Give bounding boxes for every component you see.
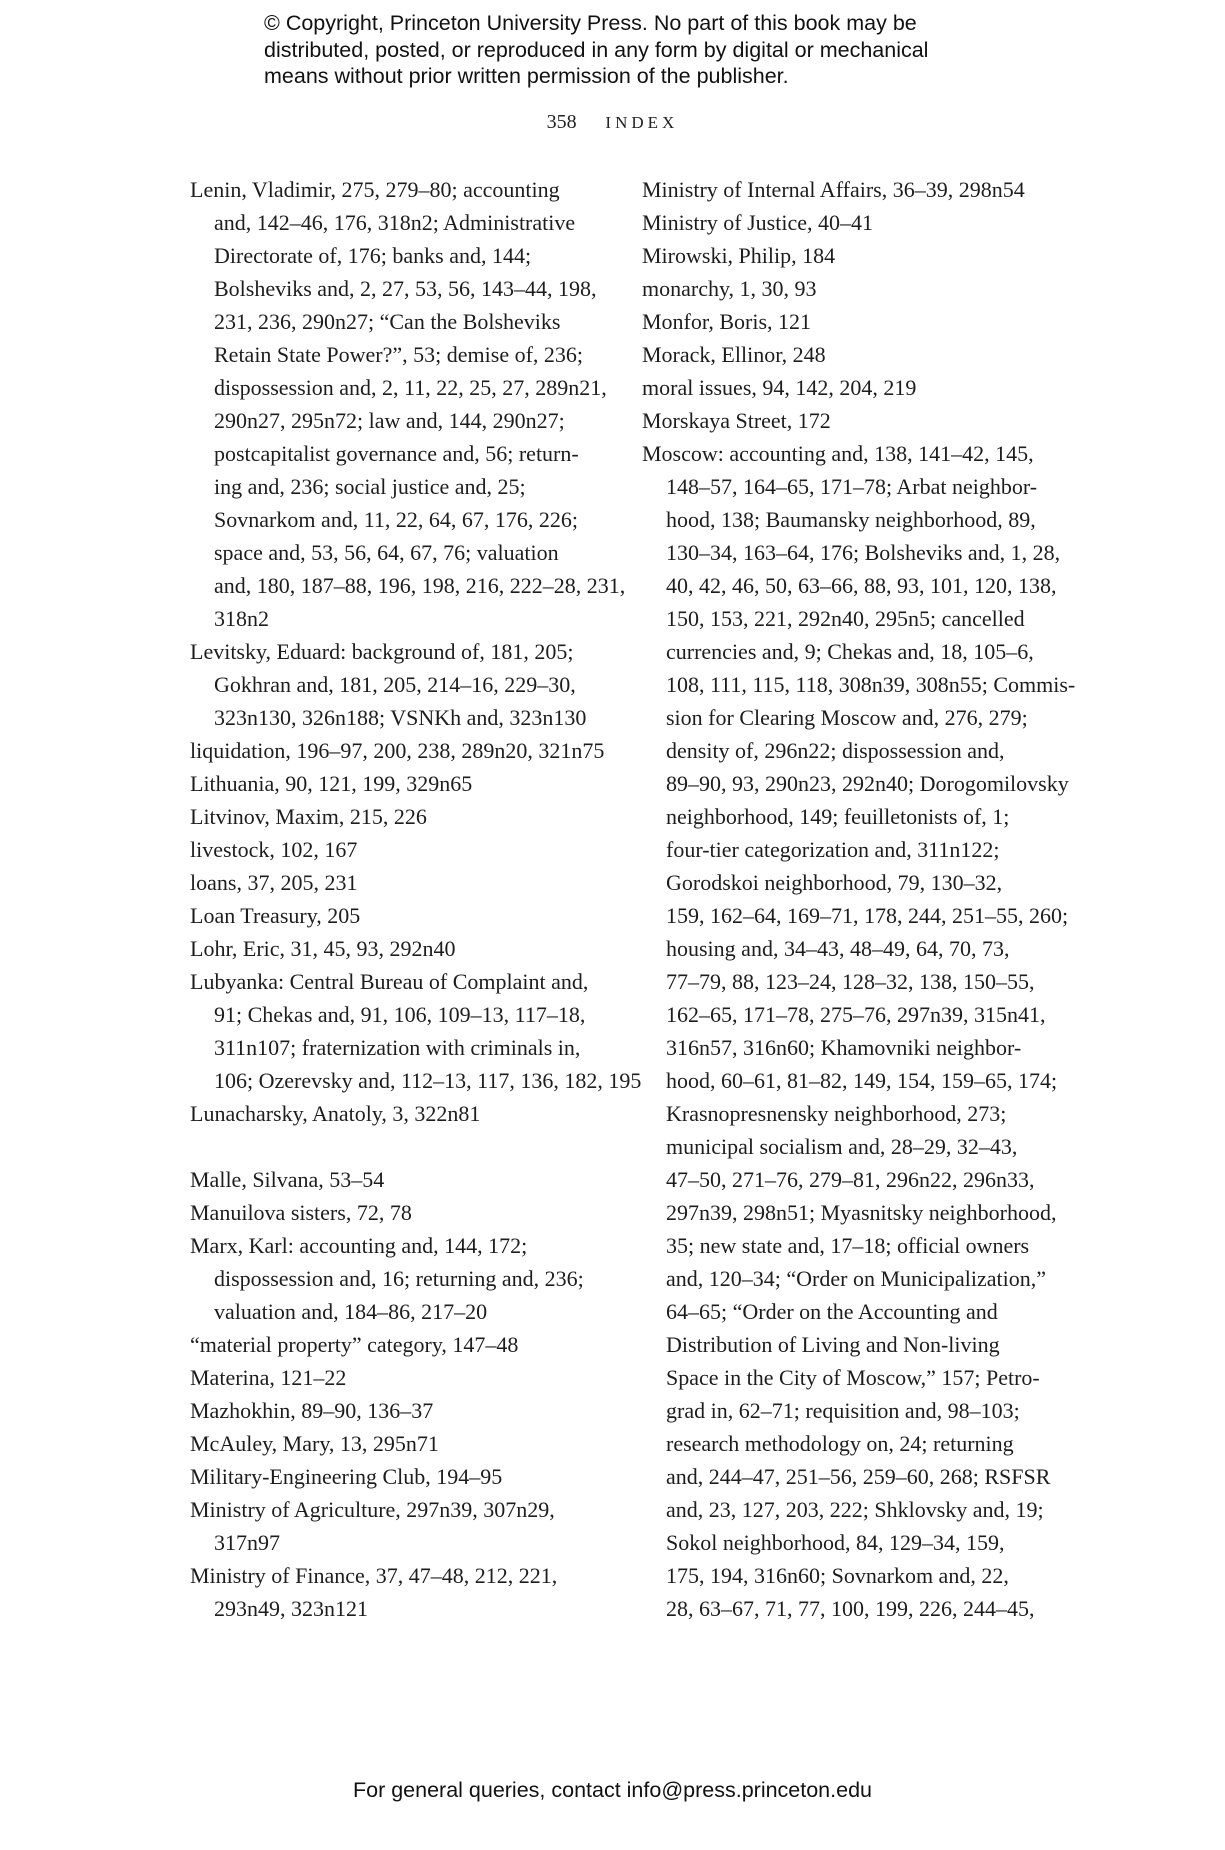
index-entry: Malle, Silvana, 53–54 <box>190 1167 385 1192</box>
index-entry-continuation: 316n57, 316n60; Khamovniki neighbor- <box>666 1035 1022 1060</box>
index-entry: Levitsky, Eduard: background of, 181, 205; <box>190 639 574 664</box>
index-column-left <box>190 173 642 1625</box>
index-entry-continuation: 162–65, 171–78, 275–76, 297n39, 315n41, <box>666 1002 1046 1027</box>
index-entry-continuation: Space in the City of Moscow,” 157; Petro- <box>666 1365 1040 1390</box>
index-entry-continuation: 77–79, 88, 123–24, 128–32, 138, 150–55, <box>666 969 1035 994</box>
index-entry: Ministry of Finance, 37, 47–48, 212, 221, <box>190 1563 558 1588</box>
index-entry: McAuley, Mary, 13, 295n71 <box>190 1431 439 1456</box>
index-entry-continuation: 293n49, 323n121 <box>214 1596 368 1621</box>
index-entry-continuation: valuation and, 184–86, 217–20 <box>214 1299 488 1324</box>
index-entry: Ministry of Agriculture, 297n39, 307n29, <box>190 1497 555 1522</box>
index-entry-continuation: 35; new state and, 17–18; official owners <box>666 1233 1030 1258</box>
index-entry: Loan Treasury, 205 <box>190 903 361 928</box>
index-entry-continuation: 64–65; “Order on the Accounting and <box>666 1299 998 1324</box>
index-entry: monarchy, 1, 30, 93 <box>642 276 817 301</box>
index-entry-continuation: density of, 296n22; dispossession and, <box>666 738 1005 763</box>
index-entry-continuation: currencies and, 9; Chekas and, 18, 105–6, <box>666 639 1034 664</box>
index-entry-continuation: Distribution of Living and Non-living <box>666 1332 1000 1357</box>
index-entry: Mazhokhin, 89–90, 136–37 <box>190 1398 434 1423</box>
copyright-line: means without prior written permission of the publisher. <box>264 64 789 88</box>
index-entry: loans, 37, 205, 231 <box>190 870 358 895</box>
index-entry-continuation: and, 120–34; “Order on Municipalization,” <box>666 1266 1047 1291</box>
index-entry-continuation: 40, 42, 46, 50, 63–66, 88, 93, 101, 120, 138, <box>666 573 1057 598</box>
index-entry-continuation: sion for Clearing Moscow and, 276, 279; <box>666 705 1028 730</box>
copyright-notice <box>264 10 1024 90</box>
index-entry-continuation: 175, 194, 316n60; Sovnarkom and, 22, <box>666 1563 1009 1588</box>
index-entry: liquidation, 196–97, 200, 238, 289n20, 321n75 <box>190 738 605 763</box>
index-entry-continuation: ing and, 236; social justice and, 25; <box>214 474 526 499</box>
index-entry: Lubyanka: Central Bureau of Complaint and, <box>190 969 589 994</box>
index-entry-continuation: Retain State Power?”, 53; demise of, 236; <box>214 342 584 367</box>
index-entry: Moscow: accounting and, 138, 141–42, 145, <box>642 441 1034 466</box>
index-column-right <box>642 173 1076 1625</box>
index-entry: livestock, 102, 167 <box>190 837 358 862</box>
index-entry-continuation: Krasnopresnensky neighborhood, 273; <box>666 1101 1007 1126</box>
index-entry: Materina, 121–22 <box>190 1365 347 1390</box>
index-entry-continuation: 108, 111, 115, 118, 308n39, 308n55; Commis- <box>666 672 1076 697</box>
index-entry: Monfor, Boris, 121 <box>642 309 812 334</box>
index-entry-continuation: municipal socialism and, 28–29, 32–43, <box>666 1134 1018 1159</box>
index-entry: Lithuania, 90, 121, 199, 329n65 <box>190 771 473 796</box>
index-entry: Morskaya Street, 172 <box>642 408 831 433</box>
index-entry-continuation: and, 180, 187–88, 196, 198, 216, 222–28, 231, <box>214 573 626 598</box>
index-entry-continuation: housing and, 34–43, 48–49, 64, 70, 73, <box>666 936 1010 961</box>
index-letter-gap <box>190 1130 610 1163</box>
index-entry-continuation: and, 142–46, 176, 318n2; Administrative <box>214 210 576 235</box>
index-entry: “material property” category, 147–48 <box>190 1332 519 1357</box>
index-entry-continuation: 89–90, 93, 290n23, 292n40; Dorogomilovsky <box>666 771 1069 796</box>
index-entry-continuation: Sovnarkom and, 11, 22, 64, 67, 176, 226; <box>214 507 578 532</box>
index-entry-continuation: 91; Chekas and, 91, 106, 109–13, 117–18, <box>214 1002 586 1027</box>
index-entry: Ministry of Justice, 40–41 <box>642 210 873 235</box>
index-entry: Manuilova sisters, 72, 78 <box>190 1200 412 1225</box>
index-entry: Marx, Karl: accounting and, 144, 172; <box>190 1233 528 1258</box>
index-entry: Litvinov, Maxim, 215, 226 <box>190 804 427 829</box>
index-entry-continuation: 47–50, 271–76, 279–81, 296n22, 296n33, <box>666 1167 1035 1192</box>
index-entry-continuation: 323n130, 326n188; VSNKh and, 323n130 <box>214 705 587 730</box>
index-entry-continuation: research methodology on, 24; returning <box>666 1431 1014 1456</box>
index-entry-continuation: Bolsheviks and, 2, 27, 53, 56, 143–44, 198, <box>214 276 597 301</box>
running-head <box>0 111 1225 134</box>
index-entry-continuation: Directorate of, 176; banks and, 144; <box>214 243 532 268</box>
index-entry-continuation: and, 244–47, 251–56, 259–60, 268; RSFSR <box>666 1464 1051 1489</box>
index-entry-continuation: space and, 53, 56, 64, 67, 76; valuation <box>214 540 559 565</box>
index-entry: Morack, Ellinor, 248 <box>642 342 826 367</box>
index-entry-continuation: 28, 63–67, 71, 77, 100, 199, 226, 244–45, <box>666 1596 1035 1621</box>
index-entry: Lunacharsky, Anatoly, 3, 322n81 <box>190 1101 481 1126</box>
index-entry: Military-Engineering Club, 194–95 <box>190 1464 503 1489</box>
index-entry-continuation: 130–34, 163–64, 176; Bolsheviks and, 1, 28, <box>666 540 1061 565</box>
index-entry-continuation: 318n2 <box>214 606 269 631</box>
index-entry-continuation: Gorodskoi neighborhood, 79, 130–32, <box>666 870 1003 895</box>
index-entry-continuation: Sokol neighborhood, 84, 129–34, 159, <box>666 1530 1005 1555</box>
copyright-line: distributed, posted, or reproduced in any form by digital or mechanical <box>264 37 929 62</box>
section-title: INDEX <box>605 113 679 132</box>
index-entry-continuation: dispossession and, 2, 11, 22, 25, 27, 289n21, <box>214 375 607 400</box>
index-entry-continuation: grad in, 62–71; requisition and, 98–103; <box>666 1398 1020 1423</box>
index-entry-continuation: 150, 153, 221, 292n40, 295n5; cancelled <box>666 606 1025 631</box>
index-entry: Ministry of Internal Affairs, 36–39, 298n54 <box>642 177 1025 202</box>
index-entry: Lenin, Vladimir, 275, 279–80; accounting <box>190 177 560 202</box>
index-entry: Lohr, Eric, 31, 45, 93, 292n40 <box>190 936 456 961</box>
index-entry-continuation: 231, 236, 290n27; “Can the Bolsheviks <box>214 309 561 334</box>
index-entry-continuation: 297n39, 298n51; Myasnitsky neighborhood, <box>666 1200 1057 1225</box>
index-entry: moral issues, 94, 142, 204, 219 <box>642 375 917 400</box>
index-entry-continuation: Gokhran and, 181, 205, 214–16, 229–30, <box>214 672 576 697</box>
page-number: 358 <box>546 111 577 133</box>
index-entry-continuation: four-tier categorization and, 311n122; <box>666 837 1000 862</box>
index-entry-continuation: hood, 60–61, 81–82, 149, 154, 159–65, 174; <box>666 1068 1058 1093</box>
index-entry-continuation: 148–57, 164–65, 171–78; Arbat neighbor- <box>666 474 1038 499</box>
footer-contact: For general queries, contact info@press.princeton.edu <box>352 1778 872 1802</box>
index-entry-continuation: 317n97 <box>214 1530 280 1555</box>
index-entry-continuation: dispossession and, 16; returning and, 236; <box>214 1266 584 1291</box>
index-entry-continuation: hood, 138; Baumansky neighborhood, 89, <box>666 507 1036 532</box>
index-entry-continuation: and, 23, 127, 203, 222; Shklovsky and, 19; <box>666 1497 1044 1522</box>
index-entry-continuation: 106; Ozerevsky and, 112–13, 117, 136, 182, 195 <box>214 1068 642 1093</box>
index-entry: Mirowski, Philip, 184 <box>642 243 836 268</box>
index-entry-continuation: 159, 162–64, 169–71, 178, 244, 251–55, 260; <box>666 903 1069 928</box>
copyright-line: © Copyright, Princeton University Press. No part of this book may be <box>264 11 917 35</box>
index-entry-continuation: 311n107; fraternization with criminals in, <box>214 1035 581 1060</box>
index-entry-continuation: postcapitalist governance and, 56; return- <box>214 441 579 466</box>
index-entry-continuation: 290n27, 295n72; law and, 144, 290n27; <box>214 408 565 433</box>
index-entry-continuation: neighborhood, 149; feuilletonists of, 1; <box>666 804 1010 829</box>
